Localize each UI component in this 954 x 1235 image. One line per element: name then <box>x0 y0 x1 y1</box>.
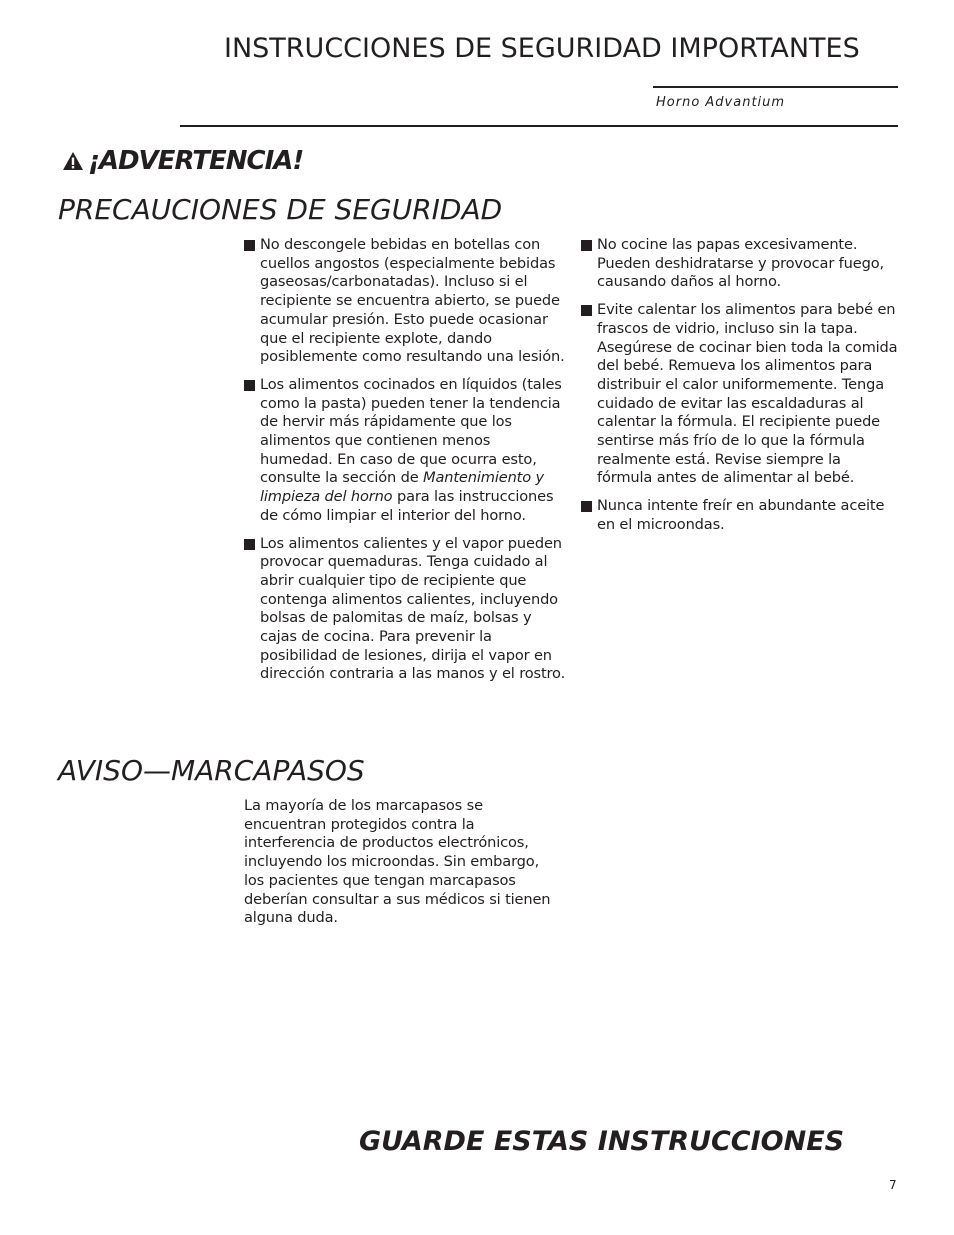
list-item <box>244 535 566 685</box>
list-item-text-after: para las instrucciones de cómo limpiar el interior del horno. <box>260 488 554 524</box>
header-title: INSTRUCCIONES DE SEGURIDAD IMPORTANTES <box>224 33 860 64</box>
bullet-square-icon <box>244 240 255 251</box>
warning-heading <box>62 146 303 176</box>
manual-section-reference: Mantenimiento y limpieza del horno <box>260 469 544 506</box>
list-item-text <box>260 376 566 526</box>
list-item <box>581 497 899 534</box>
list-item <box>581 301 899 488</box>
precautions-right-column <box>581 236 899 544</box>
warning-triangle-icon <box>62 151 84 171</box>
pacemaker-text: La mayoría de los marcapasos se encuentran protegidos contra la interferencia de productos electrónicos, incluyendo los microondas. Sin embargo, los pacientes que tengan marcapasos deberían consultar a sus médicos si tienen alguna duda. <box>244 797 551 927</box>
bullet-square-icon <box>581 501 592 512</box>
list-item-text: No descongele bebidas en botellas con cuellos angostos (especialmente bebidas gaseosas/carbonatadas). Incluso si el recipiente se encuentra abierto, se puede acumular presión. Esto puede ocasionar que el recipiente explote, dando posiblemente como resultando una lesión. <box>260 236 565 366</box>
header-rule-short <box>653 86 898 88</box>
pacemaker-title: AVISO—MARCAPASOS <box>58 754 365 787</box>
header-subtitle: Horno Advantium <box>656 95 786 110</box>
bullet-square-icon <box>581 305 592 316</box>
precautions-title: PRECAUCIONES DE SEGURIDAD <box>58 193 503 226</box>
bullet-square-icon <box>244 539 255 550</box>
header-rule-long <box>180 125 898 127</box>
bullet-square-icon <box>244 380 255 391</box>
page-number: 7 <box>889 1178 897 1192</box>
list-item <box>581 236 899 292</box>
list-item <box>244 236 566 367</box>
bullet-square-icon <box>581 240 592 251</box>
pacemaker-column <box>244 797 562 928</box>
list-item-text: Evite calentar los alimentos para bebé en frascos de vidrio, incluso sin la tapa. Asegúrese de cocinar bien toda la comida del bebé. Remueva los alimentos para distribuir el calor uniformemente. Tenga cuidado de evitar las escaldaduras al calentar la fórmula. El recipiente puede sentirse más frío de lo que la fórmula realmente está. Revise siempre la fórmula antes de alimentar al bebé. <box>597 301 898 487</box>
list-item-text-before: Los alimentos cocinados en líquidos (tales como la pasta) pueden tener la tendencia de hervir más rápidamente que los alimentos que contienen menos humedad. En caso de que ocurra esto, consulte la sección de <box>260 375 562 487</box>
footer-title: GUARDE ESTAS INSTRUCCIONES <box>359 1126 845 1157</box>
list-item-text: Los alimentos calientes y el vapor pueden provocar quemaduras. Tenga cuidado al abrir cualquier tipo de recipiente que contenga alimentos calientes, incluyendo bolsas de palomitas de maíz, bolsas y cajas de cocina. Para prevenir la posibilidad de lesiones, dirija el vapor en dirección contraria a las manos y el rostro. <box>260 534 566 683</box>
warning-label: ¡ADVERTENCIA! <box>88 146 304 176</box>
list-item-text: Nunca intente freír en abundante aceite en el microondas. <box>597 497 885 533</box>
precautions-left-column <box>244 236 566 693</box>
list-item-text: No cocine las papas excesivamente. Pueden deshidratarse y provocar fuego, causando daños al horno. <box>597 236 884 291</box>
list-item <box>244 376 566 526</box>
